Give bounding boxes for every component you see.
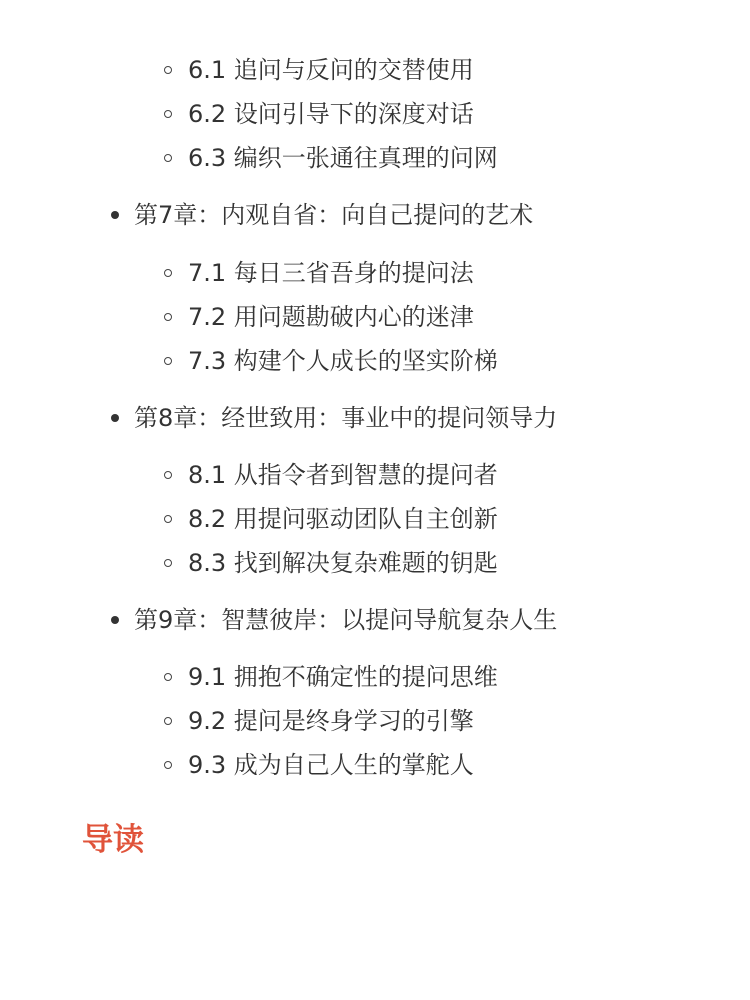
toc-subitem-7-2[interactable]: 7.2 用问题勘破内心的迷津 xyxy=(188,297,474,337)
toc-chapter-9[interactable]: 第9章：智慧彼岸：以提问导航复杂人生 xyxy=(134,600,557,640)
toc-chapter-8[interactable]: 第8章：经世致用：事业中的提问领导力 xyxy=(134,398,557,438)
toc-subitem-6-1[interactable]: 6.1 追问与反问的交替使用 xyxy=(188,50,474,90)
toc-subitem-7-1[interactable]: 7.1 每日三省吾身的提问法 xyxy=(188,253,474,293)
toc-subitem-8-1[interactable]: 8.1 从指令者到智慧的提问者 xyxy=(188,455,498,495)
toc-subitem-9-2[interactable]: 9.2 提问是终身学习的引擎 xyxy=(188,701,474,741)
toc-subitem-9-3[interactable]: 9.3 成为自己人生的掌舵人 xyxy=(188,745,474,785)
toc-subitem-8-2[interactable]: 8.2 用提问驱动团队自主创新 xyxy=(188,499,498,539)
toc-subitem-8-3[interactable]: 8.3 找到解决复杂难题的钥匙 xyxy=(188,543,498,583)
section-heading-intro: 导读 xyxy=(82,822,144,858)
toc-subitem-7-3[interactable]: 7.3 构建个人成长的坚实阶梯 xyxy=(188,341,498,381)
toc-subitem-9-1[interactable]: 9.1 拥抱不确定性的提问思维 xyxy=(188,657,498,697)
toc-chapter-7[interactable]: 第7章：内观自省：向自己提问的艺术 xyxy=(134,195,533,235)
toc-subitem-6-2[interactable]: 6.2 设问引导下的深度对话 xyxy=(188,94,474,134)
toc-subitem-6-3[interactable]: 6.3 编织一张通往真理的问网 xyxy=(188,138,498,178)
